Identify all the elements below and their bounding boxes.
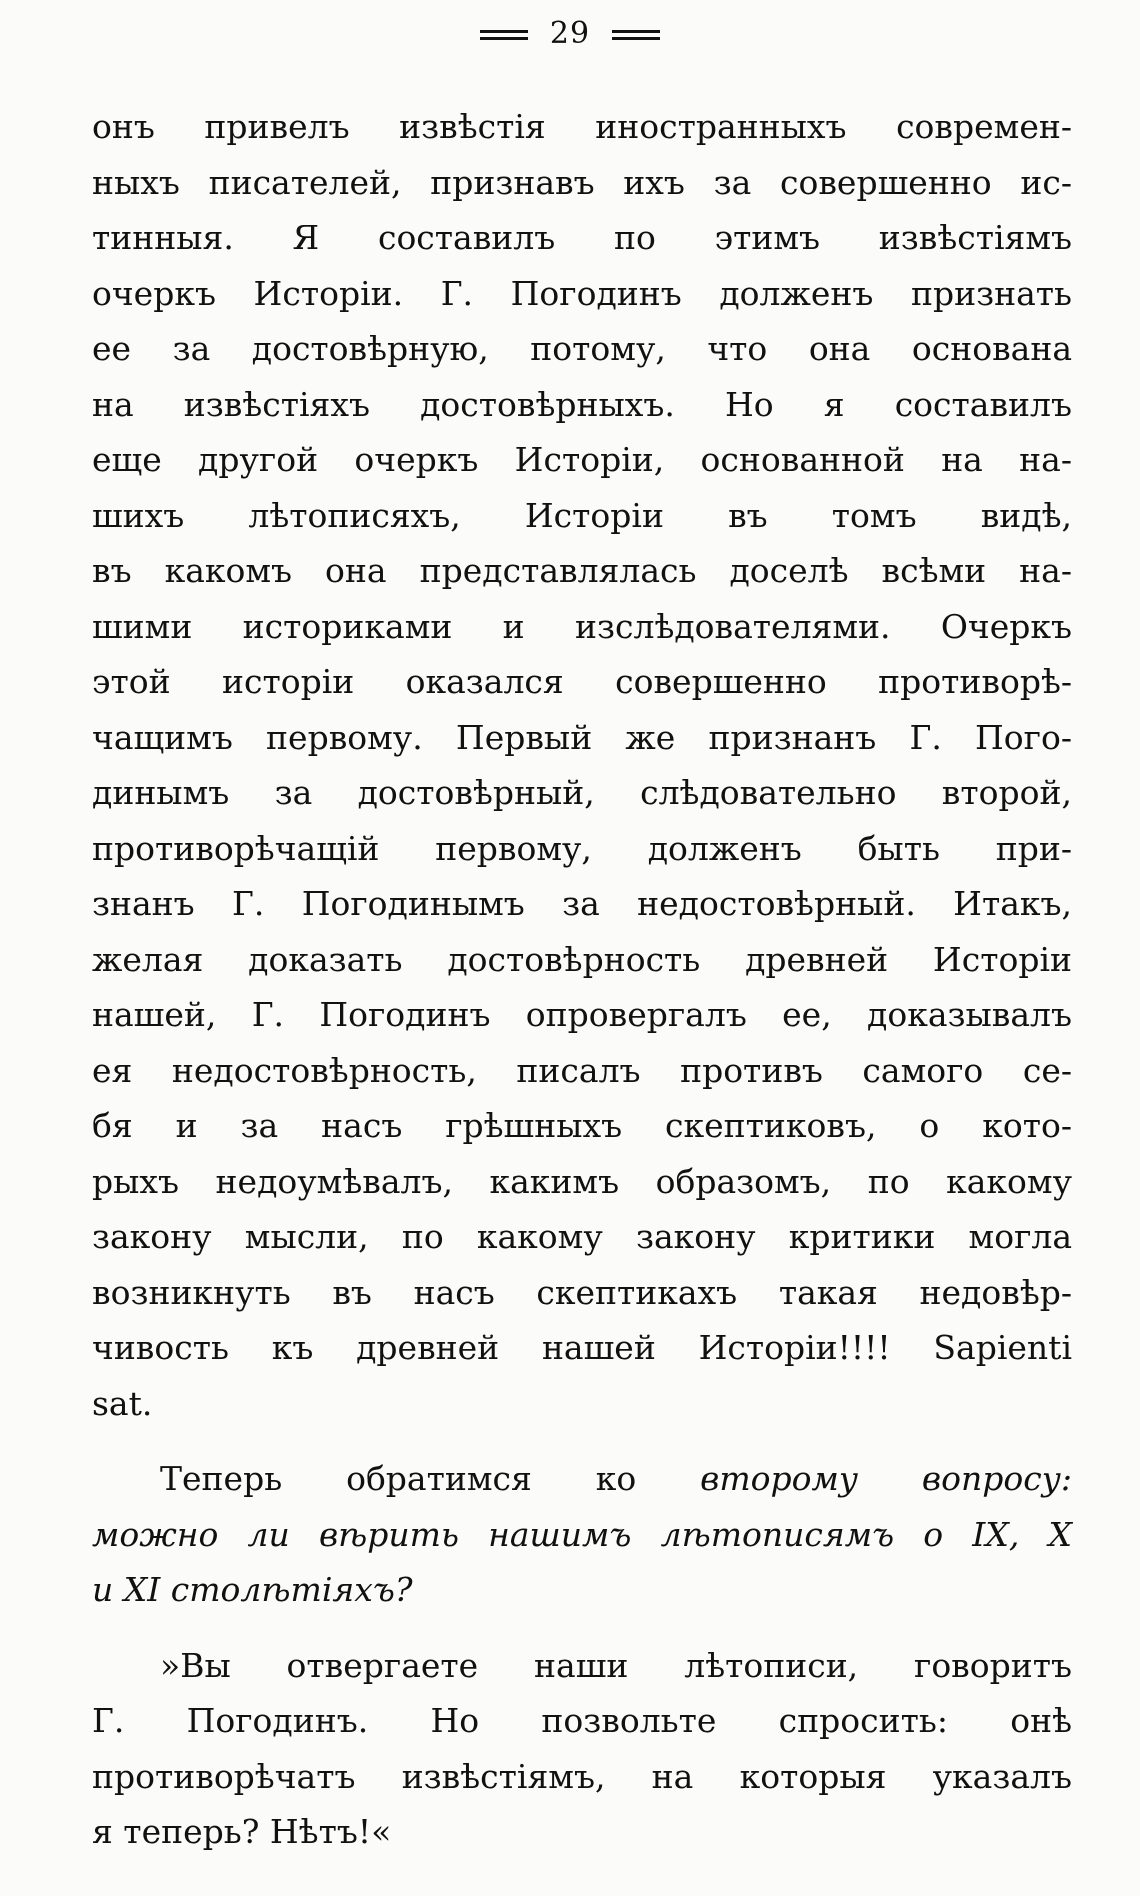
- paragraph-3: [92, 1638, 1072, 1860]
- text-line: желая доказать достовѣрность древней Исторіи: [92, 939, 1072, 979]
- text-line: ныхъ писателей, признавъ ихъ за совершенно ис-: [92, 162, 1072, 202]
- italic-text: второму вопросу:: [700, 1459, 1072, 1498]
- page-number: 29: [549, 16, 591, 51]
- italic-text-line: можно ли вѣрить нашимъ лѣтописямъ о IX, X: [92, 1514, 1072, 1554]
- text-line: противорѣчатъ извѣстіямъ, на которыя указалъ: [92, 1756, 1072, 1796]
- text-line: чивость къ древней нашей Исторіи!!!! Sapienti: [92, 1328, 1072, 1367]
- text-line: тинныя. Я составилъ по этимъ извѣстіямъ: [92, 218, 1072, 257]
- text-line: рыхъ недоумѣвалъ, какимъ образомъ, по какому: [92, 1161, 1072, 1201]
- paragraph-2: [92, 1451, 1072, 1618]
- text-line: »Вы отвергаете наши лѣтописи, говоритъ: [160, 1645, 1072, 1685]
- text-line: нашей, Г. Погодинъ опровергалъ ее, доказывалъ: [92, 995, 1072, 1034]
- text-line: бя и за насъ грѣшныхъ скептиковъ, о кото-: [92, 1106, 1072, 1145]
- text-line: знанъ Г. Погодинымъ за недостовѣрный. Итакъ,: [92, 884, 1072, 923]
- text-line: Г. Погодинъ. Но позвольте спросить: онѣ: [92, 1701, 1072, 1740]
- text-line: въ какомъ она представлялась доселѣ всѣми на-: [92, 551, 1072, 590]
- text-line: ея недостовѣрность, писалъ противъ самого се-: [92, 1050, 1072, 1090]
- text-line: sat.: [92, 1383, 153, 1423]
- paragraph-1: [92, 99, 1072, 1431]
- text-line: шими историками и изслѣдователями. Очеркъ: [92, 606, 1072, 646]
- page-header: [0, 14, 1140, 54]
- italic-text-line: и XI столѣтіяхъ?: [92, 1570, 413, 1609]
- text-line: закону мысли, по какому закону критики могла: [92, 1217, 1072, 1256]
- text-line: очеркъ Исторіи. Г. Погодинъ долженъ признать: [92, 273, 1072, 313]
- text-line: динымъ за достовѣрный, слѣдовательно второй,: [92, 773, 1072, 812]
- body-text: [92, 99, 1072, 1860]
- plain-text: Теперь обратимся ко: [160, 1459, 701, 1498]
- text-line: возникнуть въ насъ скептикахъ такая недовѣр-: [92, 1272, 1072, 1312]
- text-line: противорѣчащій первому, долженъ быть при-: [92, 828, 1072, 868]
- text-line: чащимъ первому. Первый же признанъ Г. Пого-: [92, 717, 1072, 757]
- right-double-rule: [612, 28, 660, 40]
- left-double-rule: [480, 28, 528, 40]
- text-line: шихъ лѣтописяхъ, Исторіи въ томъ видѣ,: [92, 495, 1072, 535]
- text-line: этой исторіи оказался совершенно противорѣ-: [92, 662, 1072, 701]
- text-line: на извѣстіяхъ достовѣрныхъ. Но я составилъ: [92, 384, 1072, 424]
- text-line: [92, 1451, 1072, 1507]
- text-line: ее за достовѣрную, потому, что она основана: [92, 329, 1072, 368]
- text-line: я теперь? Нѣтъ!«: [92, 1812, 392, 1851]
- text-line: еще другой очеркъ Исторіи, основанной на на-: [92, 440, 1072, 479]
- text-line: онъ привелъ извѣстія иностранныхъ современ-: [92, 107, 1072, 146]
